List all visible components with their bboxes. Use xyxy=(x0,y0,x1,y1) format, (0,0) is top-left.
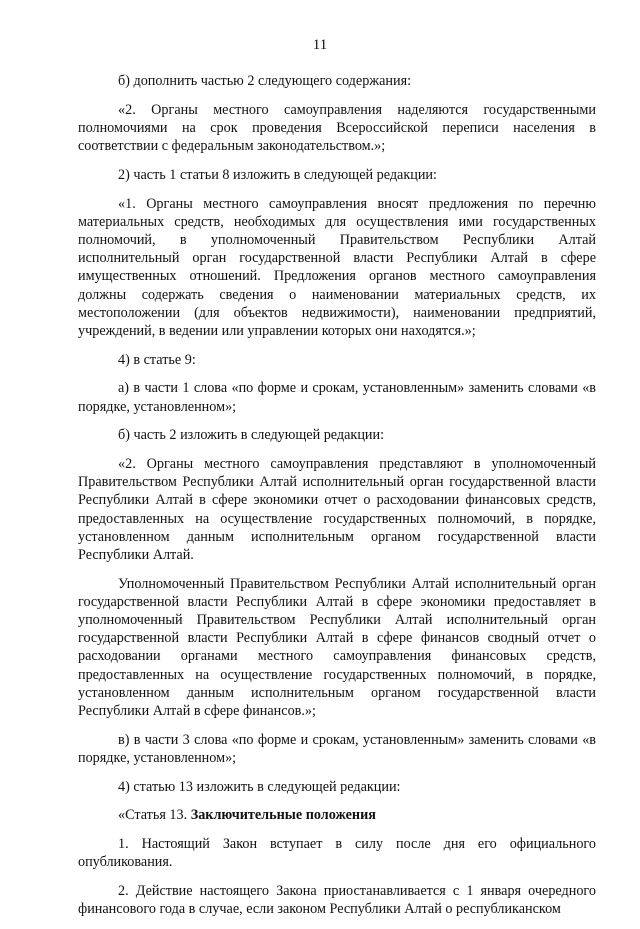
page-number: 11 xyxy=(312,37,328,53)
paragraph-article-9-part-2-text: «2. Органы местного самоуправления представляют в уполномоченный Правительством Республики Алтай исполнительный орган государственной власти Республики Алтай в сфере экономики отчет о расходовании финансовых средств, предоставленных на осуществление государственных полномочий, в порядке, установленном данным исполнительным органом государственной власти Республики Алтай. xyxy=(78,455,596,563)
document-body xyxy=(78,72,596,929)
article-13-heading xyxy=(78,806,596,824)
paragraph-part-2-text: «2. Органы местного самоуправления наделяются государственными полномочиями на срок проведения Всероссийской переписи населения в соответствии с федеральным законодательством.»; xyxy=(78,101,596,155)
article-13-title: Заключительные положения xyxy=(190,807,376,824)
paragraph-article-9-part-1: а) в части 1 слова «по форме и срокам, установленным» заменить словами «в порядке, установленном»; xyxy=(78,380,596,415)
paragraph-final-1: 1. Настоящий Закон вступает в силу после дня его официального опубликования. xyxy=(78,836,596,871)
paragraph-article-9: 4) в статье 9: xyxy=(118,351,196,368)
paragraph-article-13-change: 4) статью 13 изложить в следующей редакции: xyxy=(118,778,401,795)
paragraph-article-8-change: 2) часть 1 статьи 8 изложить в следующей редакции: xyxy=(118,166,437,183)
paragraph-article-9-part-3: в) в части 3 слова «по форме и срокам, установленным» заменить словами «в порядке, установленном»; xyxy=(78,731,596,766)
paragraph-final-2: 2. Действие настоящего Закона приостанавливается с 1 января очередного финансового года в случае, если законом Республики Алтай о республиканском xyxy=(78,883,596,918)
paragraph-add-part-2: б) дополнить частью 2 следующего содержания: xyxy=(118,73,412,89)
paragraph-consolidated-report: Уполномоченный Правительством Республики Алтай исполнительный орган государственной власти Республики Алтай в сфере экономики предоставляет в уполномоченный Правительством Республики Алтай исполнительный орган государственной власти Республики Алтай в сфере финансов сводный отчет о расходовании органами местного самоуправления финансовых средств, предоставленных на осуществление государственных полномочий, в порядке, установленном данным исполнительным органом государственной власти Республики Алтай в сфере финансов.»; xyxy=(78,575,596,720)
paragraph-article-9-part-2-change: б) часть 2 изложить в следующей редакции: xyxy=(118,427,385,444)
article-13-prefix: «Статья 13. xyxy=(118,807,191,824)
paragraph-article-8-text: «1. Органы местного самоуправления вносят предложения по перечню материальных средств, необходимых для осуществления ими государственных полномочий, в уполномоченный Правительством Республики Алтай исполнительный орган государственной власти Республики Алтай в сфере имущественных отношений. Предложения органов местного самоуправления должны содержать сведения о наименовании материальных средств, их местоположении (для объектов недвижимости), наименовании предприятий, учреждений, в ведении или управлении которых они находятся.»; xyxy=(78,195,596,339)
